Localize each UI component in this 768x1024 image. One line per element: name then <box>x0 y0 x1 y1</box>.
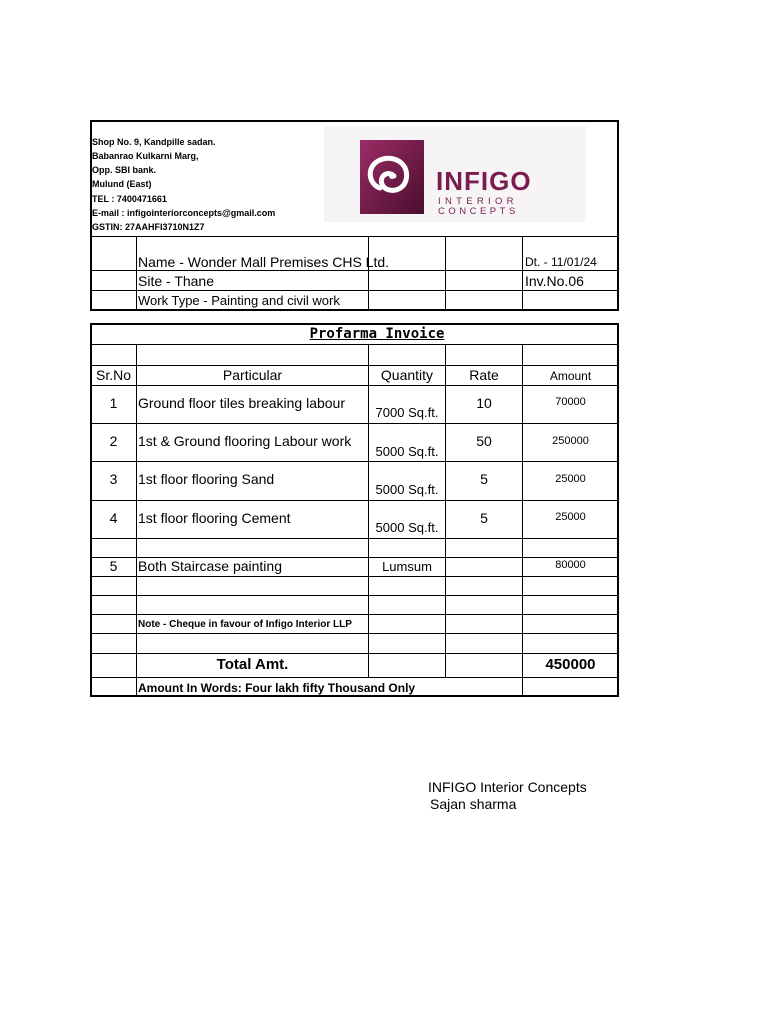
row-1-rate: 10 <box>476 395 492 411</box>
svg-text:INTERIOR: INTERIOR <box>438 196 518 207</box>
invoice-date: Dt. - 11/01/24 <box>525 255 597 269</box>
address-line-3: Opp. SBI bank. <box>92 165 157 175</box>
total-value: 450000 <box>545 656 596 673</box>
row-5-quantity: Lumsum <box>382 559 432 574</box>
address-line-4: Mulund (East) <box>92 179 152 189</box>
work-type: Work Type - Painting and civil work <box>138 293 340 308</box>
row-1-amount: 70000 <box>555 396 586 408</box>
col-header-quantity: Quantity <box>380 367 434 383</box>
row-2-rate: 50 <box>476 433 492 449</box>
row-1-particular: Ground floor tiles breaking labour <box>138 395 346 411</box>
phone-line: TEL : 7400471661 <box>92 194 167 204</box>
row-3-particular: 1st floor flooring Sand <box>138 471 275 487</box>
total-label: Total Amt. <box>216 656 289 673</box>
invoice-title: Profarma Invoice <box>309 326 445 342</box>
col-header-amount: Amount <box>549 369 592 383</box>
row-2-particular: 1st & Ground flooring Labour work <box>138 433 352 449</box>
payment-note: Note - Cheque in favour of Infigo Interior LLP <box>138 619 352 630</box>
client-name: Name - Wonder Mall Premises CHS Ltd. <box>138 254 390 270</box>
invoice-number: Inv.No.06 <box>525 273 584 289</box>
signature-person: Sajan sharma <box>430 796 517 812</box>
row-3-sr: 3 <box>109 471 118 487</box>
amount-in-words: Amount In Words: Four lakh fifty Thousand Only <box>138 681 416 695</box>
address-line-1: Shop No. 9, Kandpille sadan. <box>92 137 216 147</box>
header-divider <box>90 236 618 237</box>
row-4-particular: 1st floor flooring Cement <box>138 510 291 526</box>
gstin-line: GSTIN: 27AAHFI3710N1Z7 <box>92 222 205 232</box>
col-header-rate: Rate <box>469 367 499 383</box>
infigo-logo <box>324 126 586 222</box>
row-2-amount: 250000 <box>552 435 589 447</box>
logo-word: INFIGO <box>436 166 532 196</box>
row-1-quantity: 7000 Sq.ft. <box>375 405 439 420</box>
row-2-quantity: 5000 Sq.ft. <box>375 444 439 459</box>
address-line-2: Babanrao Kulkarni Marg, <box>92 151 199 161</box>
signature-company: INFIGO Interior Concepts <box>428 779 587 795</box>
row-2-sr: 2 <box>109 433 118 449</box>
client-site: Site - Thane <box>138 273 215 289</box>
svg-text:CONCEPTS: CONCEPTS <box>438 206 519 217</box>
row-5-particular: Both Staircase painting <box>138 558 282 574</box>
row-5-amount: 80000 <box>555 559 586 571</box>
row-5-sr: 5 <box>109 558 118 574</box>
row-1-sr: 1 <box>109 395 118 411</box>
row-3-rate: 5 <box>480 471 488 487</box>
row-3-quantity: 5000 Sq.ft. <box>375 482 439 497</box>
col-header-particular: Particular <box>222 367 283 383</box>
row-4-amount: 25000 <box>555 511 586 523</box>
col-header-srno: Sr.No <box>95 367 131 383</box>
row-4-rate: 5 <box>480 510 488 526</box>
row-3-amount: 25000 <box>555 473 586 485</box>
row-4-sr: 4 <box>109 510 118 526</box>
email-line: E-mail : infigointeriorconcepts@gmail.com <box>92 208 276 218</box>
row-4-quantity: 5000 Sq.ft. <box>375 520 439 535</box>
